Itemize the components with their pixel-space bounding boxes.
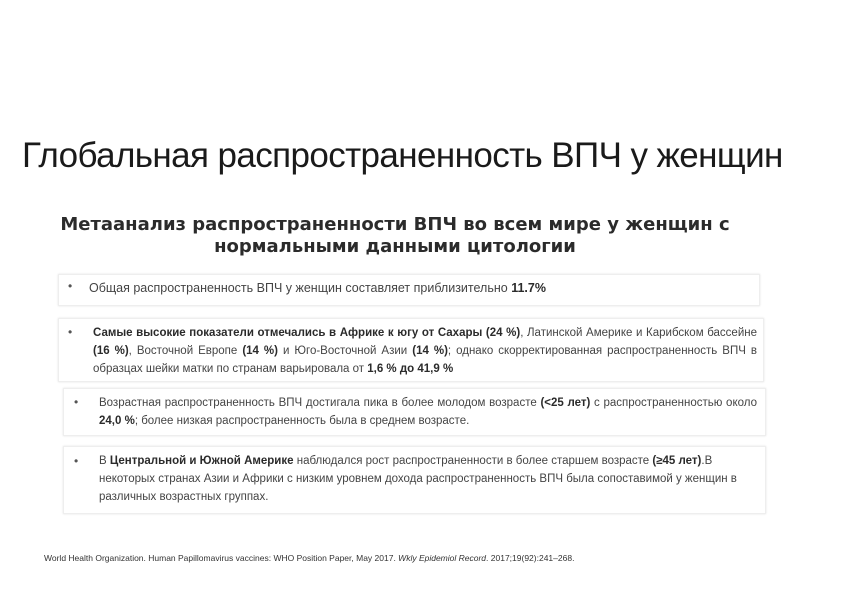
bullet-2-part-e: , Восточной Европе [128,345,243,357]
bullet-1-value: 11.7% [511,281,546,295]
bullet-text-4 [99,452,739,506]
footer-journal: Wkly Epidemiol Record [398,553,487,563]
footer-tail: . 2017;19(92):241–268. [486,553,575,563]
bullet-dot-2: • [68,325,73,339]
bullet-2-part-g: и Юго-Восточной Азии [277,345,413,357]
bullet-2-part-f: (14 %) [242,345,278,357]
bullet-4-part-d: (≥45 лет) [652,455,702,467]
slide-title: Глобальная распространенность ВПЧ у женщин [22,136,783,175]
bullet-dot-3: • [74,395,79,409]
bullet-3-part-d: 24,0 % [99,415,135,427]
bullet-1-text: Общая распространенность ВПЧ у женщин составляет приблизительно [89,281,512,295]
bullet-4-part-a: В [99,455,110,467]
bullet-dot-4: • [74,454,79,468]
bullet-3-part-c: с распространенностью около [590,397,757,409]
bullet-2-part-h: (14 %) [412,345,448,357]
bullet-2-part-b: (24 %) [485,327,521,339]
bullet-2-part-c: , Латинской Америке и Карибском бассейне [520,327,757,339]
bullet-text-2 [93,324,757,378]
bullet-4-part-e: .В некоторых странах Азии и Африки с низким уровнем дохода распространенность ВПЧ была сопоставимой у женщин в различных возрастных группах. [99,455,737,503]
bullet-2-part-i: ; однако скорректированная распространенность ВПЧ в образцах шейки матки по странам варьировала от [93,345,757,375]
bullet-2-part-a: Самые высокие показатели отмечались в Африке к югу от Сахары [93,327,486,339]
footer-reference [44,553,744,563]
bullet-2-part-d: (16 %) [93,345,129,357]
bullet-text-1 [89,279,749,297]
bullet-4-part-b: Центральной и Южной Америке [109,455,294,467]
subtitle-line-1: Метаанализ распространенности ВПЧ во всем мире у женщин с [60,214,730,235]
bullet-2-part-j: 1,6 % до 41,9 % [367,363,454,375]
bullet-4-part-c: наблюдался рост распространенности в более старшем возрасте [293,455,653,467]
bullet-3-part-e: ; более низкая распространенность была в среднем возрасте. [134,415,470,427]
footer-plain: World Health Organization. Human Papillomavirus vaccines: WHO Position Paper, May 2017. [44,553,399,563]
subtitle-line-2: нормальными данными цитологии [214,236,576,257]
slide-subtitle [40,214,750,258]
bullet-dot-1: • [68,279,73,293]
bullet-3-part-a: Возрастная распространенность ВПЧ достигала пика в более молодом возрасте [99,397,541,409]
bullet-3-part-b: (<25 лет) [540,397,591,409]
bullet-text-3 [99,394,757,430]
